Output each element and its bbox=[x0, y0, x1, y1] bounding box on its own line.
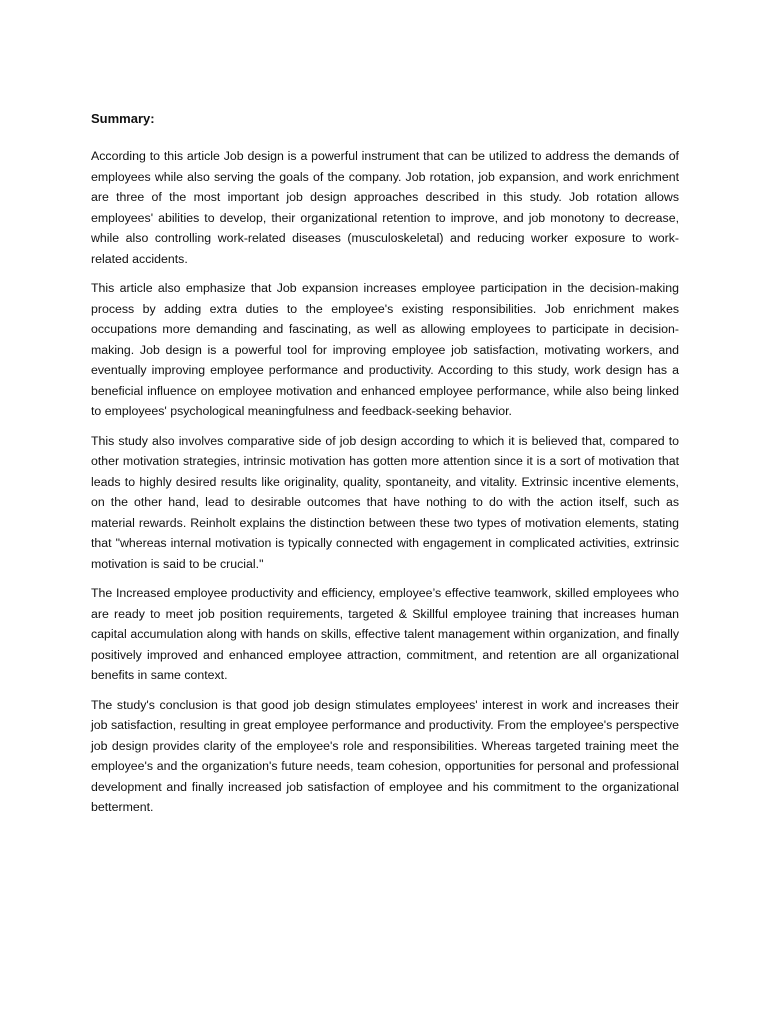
paragraph-motivation-comparison: This study also involves comparative side of job design according to which it is believed that, compared to other motivation strategies, intrinsic motivation has gotten more attention since it is a sort of motivation that leads to highly desired results like originality, quality, spontaneity, and vitality. Extrinsic incentive elements, on the other hand, lead to desirable outcomes that have nothing to do with the action itself, such as material rewards. Reinholt explains the distinction between these two types of motivation elements, stating that "whereas internal motivation is typically connected with engagement in complicated activities, extrinsic motivation is said to be crucial." bbox=[91, 433, 679, 571]
paragraph-job-expansion: This article also emphasize that Job expansion increases employee participation in the decision-making process by adding extra duties to the employee's existing responsibilities. Job enrichment makes occupations more demanding and fascinating, as well as allowing employees to participate in decision-making. Job design is a powerful tool for improving employee job satisfaction, motivating workers, and eventually improving employee performance and productivity. According to this study, work design has a beneficial influence on employee motivation and enhanced employee performance, while also being linked to employees' psychological meaningfulness and feedback-seeking behavior. bbox=[91, 281, 679, 418]
summary-heading: Summary: bbox=[91, 111, 155, 126]
paragraph-organizational-benefits: The Increased employee productivity and efficiency, employee’s effective teamwork, skilled employees who are ready to meet job position requirements, targeted & Skillful employee training that increases human capital accumulation along with hands on skills, effective talent management within organization, and finally positively improved and enhanced employee attraction, commitment, and retention are all organizational benefits in same context. bbox=[91, 586, 679, 682]
paragraph-conclusion: The study's conclusion is that good job design stimulates employees' interest in work and increases their job satisfaction, resulting in great employee performance and productivity. From the employee's perspective job design provides clarity of the employee's role and responsibilities. Whereas targeted training meet the employee's and the organization's future needs, team cohesion, opportunities for personal and professional development and finally increased job satisfaction of employee and his commitment to the organizational betterment. bbox=[91, 697, 679, 814]
paragraph-job-design-intro: According to this article Job design is a powerful instrument that can be utilized to address the demands of employees while also serving the goals of the company. Job rotation, job expansion, and work enrichment are three of the most important job design approaches described in this study. Job rotation allows employees' abilities to develop, their organizational retention to improve, and job monotony to decrease, while also controlling work-related diseases (musculoskeletal) and reducing worker exposure to work-related accidents. bbox=[91, 149, 679, 266]
